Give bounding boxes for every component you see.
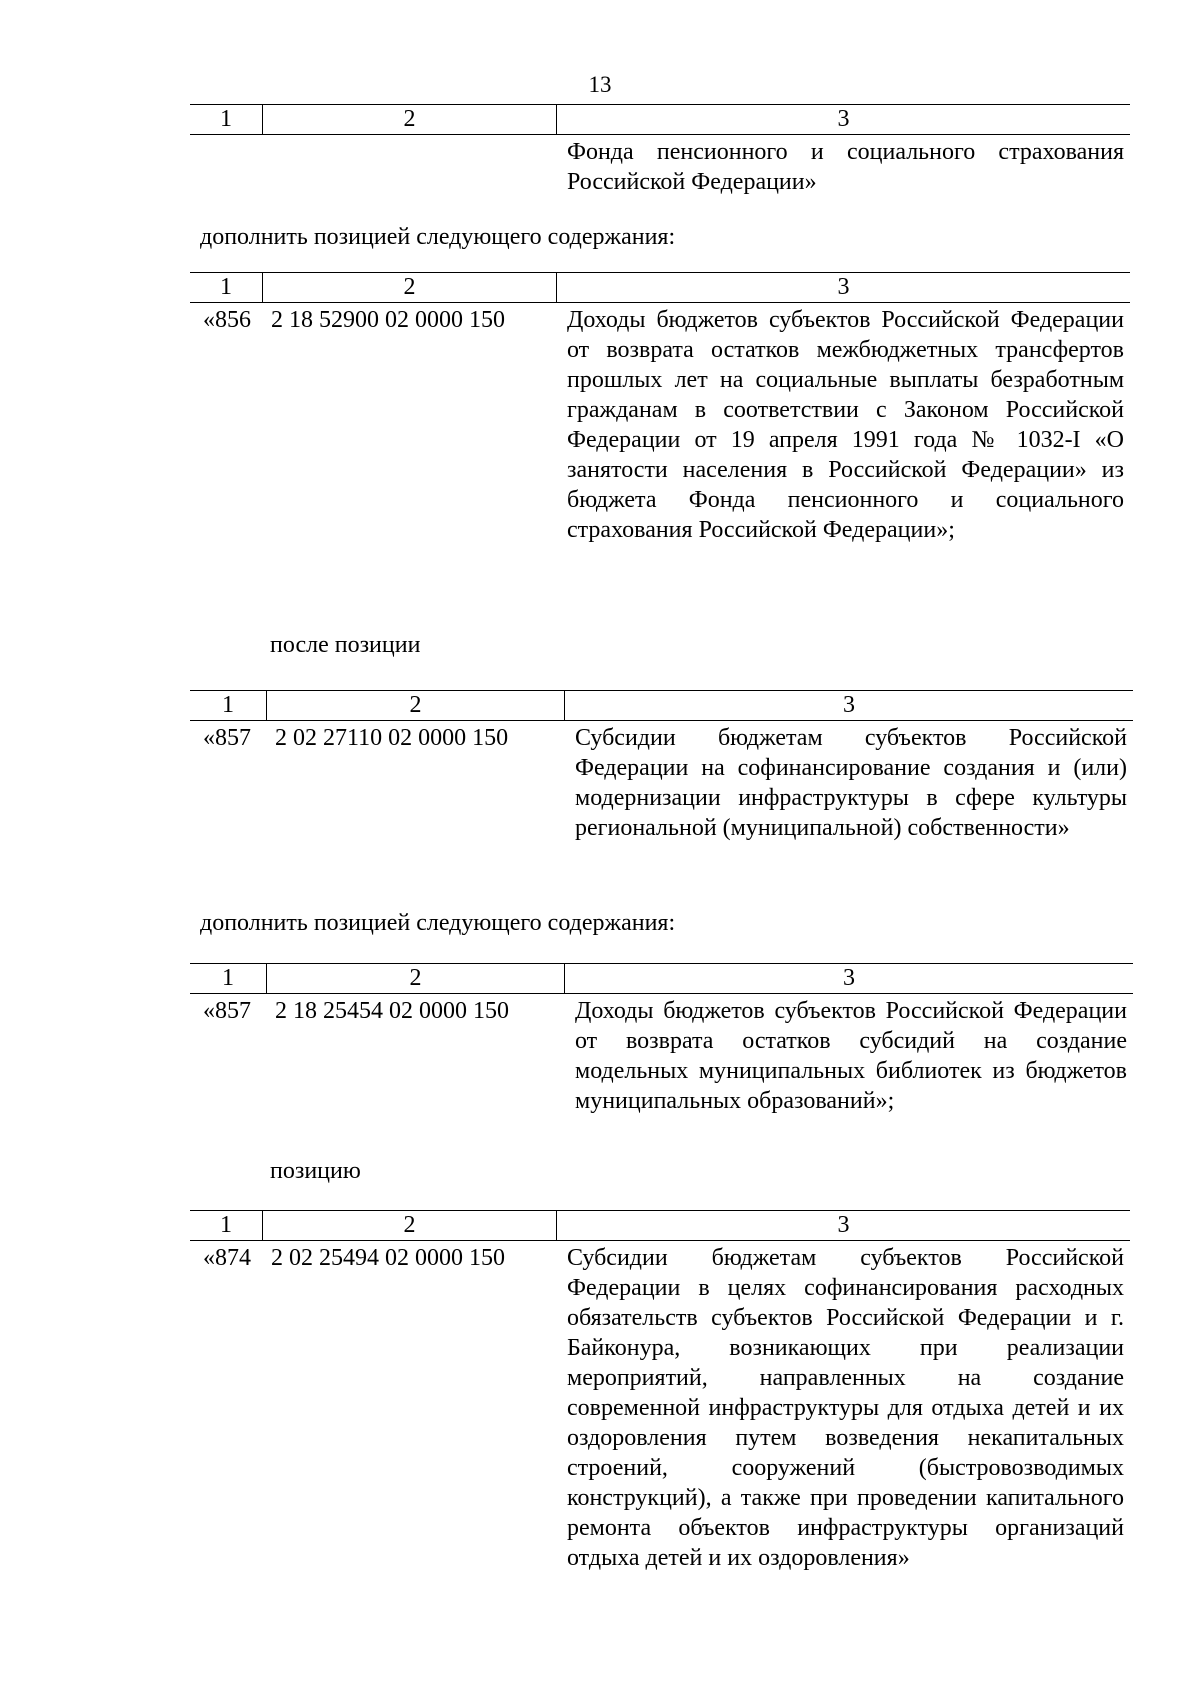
header-col-1: 1 <box>190 1211 263 1240</box>
header-col-2: 2 <box>267 691 565 720</box>
table-row <box>190 996 1133 1116</box>
row-kbk: 2 18 25454 02 0000 150 <box>275 998 509 1024</box>
table-row <box>190 305 1130 545</box>
instruction-text: дополнить позицией следующего содержания: <box>200 910 676 936</box>
instruction-text: после позиции <box>270 632 421 658</box>
row-description: Доходы бюджетов субъектов Российской Федерации от возврата остатков межбюджетных трансфертов прошлых лет на социальные выплаты безработным гражданам в соответствии с Законом Российской Федерации от 19 апреля 1991 года № 1032-I «О занятости населения в Российской Федерации» из бюджета Фонда пенсионного и социального страхования Российской Федерации»; <box>567 307 1124 543</box>
header-col-1: 1 <box>190 964 267 993</box>
header-col-1: 1 <box>190 273 263 302</box>
row-description: Доходы бюджетов субъектов Российской Федерации от возврата остатков субсидий на создание модельных муниципальных библиотек из бюджетов муниципальных образований»; <box>575 998 1127 1114</box>
row-description: Фонда пенсионного и социального страхования Российской Федерации» <box>567 139 1124 195</box>
table-row <box>190 137 1130 197</box>
header-col-2: 2 <box>263 1211 557 1240</box>
row-code <box>190 137 263 197</box>
table-header <box>190 104 1130 135</box>
header-col-3: 3 <box>837 274 850 300</box>
row-code: «857 <box>203 998 251 1024</box>
header-col-1: 1 <box>190 691 267 720</box>
header-col-2: 2 <box>263 105 557 134</box>
table-header <box>190 1210 1130 1241</box>
header-col-2: 2 <box>267 964 565 993</box>
instruction-text: позицию <box>270 1158 361 1184</box>
table-position-857-a <box>190 690 1133 843</box>
header-col-2: 2 <box>263 273 557 302</box>
row-code: «856 <box>203 307 251 333</box>
table-position-857-b <box>190 963 1133 1116</box>
row-description: Субсидии бюджетам субъектов Российской Федерации на софинансирование создания и (или) модернизации инфраструктуры в сфере культуры региональной (муниципальной) собственности» <box>575 725 1127 841</box>
row-code: «874 <box>203 1245 251 1271</box>
header-col-1: 1 <box>190 105 263 134</box>
row-code: «857 <box>203 725 251 751</box>
table-row <box>190 723 1133 843</box>
instruction-text: дополнить позицией следующего содержания: <box>200 224 676 250</box>
header-col-3: 3 <box>843 965 855 991</box>
row-kbk: 2 02 25494 02 0000 150 <box>271 1245 505 1271</box>
page-number: 13 <box>588 72 612 97</box>
table-header <box>190 272 1130 303</box>
row-description: Субсидии бюджетам субъектов Российской Федерации в целях софинансирования расходных обязательств субъектов Российской Федерации и г. Байконура, возникающих при реализации мероприятий, направленных на создание современной инфраструктуры для отдыха детей и их оздоровления путем возведения некапитальных строений, сооружений (быстровозводимых конструкций), а также при проведении капитального ремонта объектов инфраструктуры организаций отдыха детей и их оздоровления» <box>567 1245 1124 1571</box>
table-position-874 <box>190 1210 1130 1573</box>
header-col-3: 3 <box>843 692 855 718</box>
table-row <box>190 1243 1130 1573</box>
row-kbk: 2 02 27110 02 0000 150 <box>275 725 509 751</box>
header-col-3: 3 <box>837 106 850 132</box>
row-kbk <box>263 137 557 197</box>
row-kbk: 2 18 52900 02 0000 150 <box>271 307 505 333</box>
table-header <box>190 690 1133 721</box>
table-continuation <box>190 104 1130 197</box>
header-col-3: 3 <box>837 1212 850 1238</box>
table-position-856 <box>190 272 1130 545</box>
table-header <box>190 963 1133 994</box>
